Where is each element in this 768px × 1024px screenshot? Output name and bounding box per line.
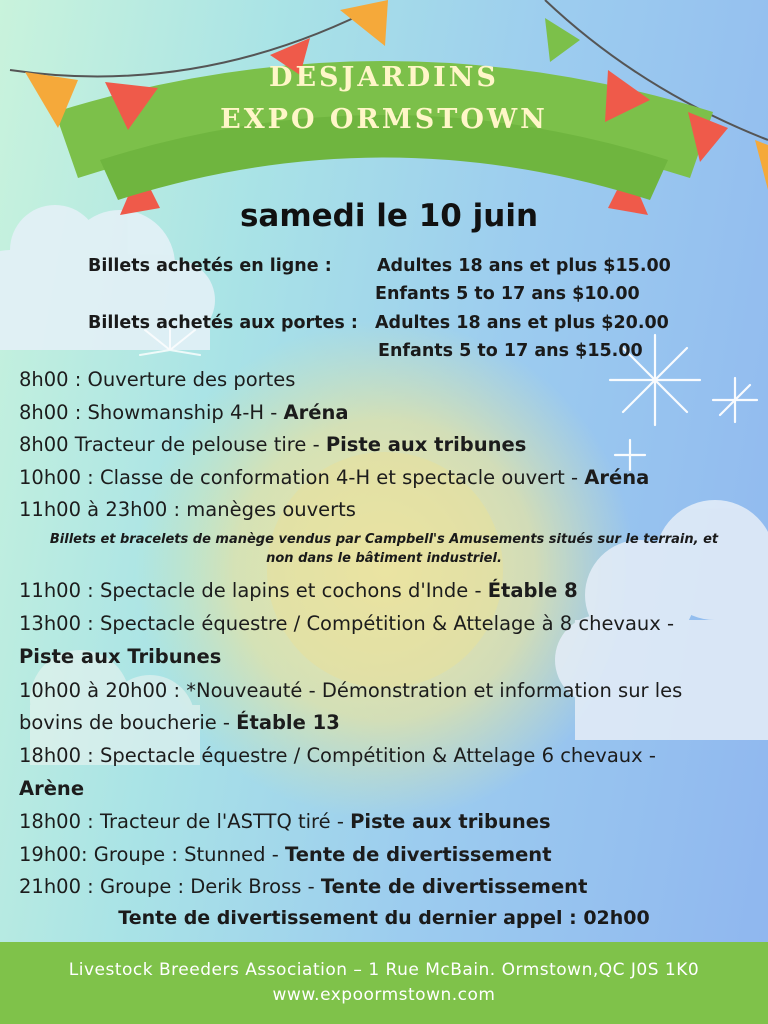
tickets-online-children: Enfants 5 to 17 ans $10.00 bbox=[375, 284, 640, 304]
schedule-item: 10h00 à 20h00 : *Nouveauté - Démonstration et information sur les bbox=[19, 679, 683, 702]
schedule-item: 19h00: Groupe : Stunned - Tente de divertissement bbox=[19, 843, 552, 866]
schedule-item: 10h00 : Classe de conformation 4-H et spectacle ouvert - Aréna bbox=[19, 466, 650, 489]
page-title: samedi le 10 juin bbox=[239, 198, 539, 234]
schedule-item: 11h00 à 23h00 : manèges ouverts bbox=[19, 498, 356, 521]
footer bbox=[0, 942, 768, 1024]
tickets-door-children: Enfants 5 to 17 ans $15.00 bbox=[378, 341, 643, 361]
schedule-item: 8h00 : Ouverture des portes bbox=[19, 368, 296, 391]
footer-address: Livestock Breeders Association – 1 Rue McBain. Ormstown,QC J0S 1K0 bbox=[68, 960, 700, 980]
rides-note-line1: Billets et bracelets de manège vendus par Campbell's Amusements situés sur le terrain, et bbox=[49, 532, 719, 547]
footer-website-link[interactable]: www.expoormstown.com bbox=[272, 985, 496, 1005]
rides-note-line2: non dans le bâtiment industriel. bbox=[266, 551, 502, 566]
schedule-item: bovins de boucherie - Étable 13 bbox=[19, 711, 340, 734]
schedule-item: Piste aux Tribunes bbox=[19, 645, 222, 668]
schedule-item: 13h00 : Spectacle équestre / Compétition & Attelage à 8 chevaux - bbox=[19, 612, 675, 635]
schedule-item: 18h00 : Tracteur de l'ASTTQ tiré - Piste aux tribunes bbox=[19, 810, 551, 833]
schedule-item: Arène bbox=[19, 777, 85, 800]
schedule-item: 21h00 : Groupe : Derik Bross - Tente de divertissement bbox=[19, 875, 588, 898]
tickets-door-adults: Adultes 18 ans et plus $20.00 bbox=[375, 313, 669, 333]
tickets-door-label: Billets achetés aux portes : bbox=[88, 313, 358, 333]
banner-line1: DESJARDINS bbox=[269, 62, 499, 93]
tickets-online-label: Billets achetés en ligne : bbox=[88, 256, 332, 276]
schedule-item: 8h00 Tracteur de pelouse tire - Piste aux tribunes bbox=[19, 433, 527, 456]
schedule-item: 18h00 : Spectacle équestre / Compétition & Attelage 6 chevaux - bbox=[19, 744, 656, 767]
last-call: Tente de divertissement du dernier appel : 02h00 bbox=[118, 907, 650, 929]
schedule-item: 11h00 : Spectacle de lapins et cochons d'Inde - Étable 8 bbox=[19, 579, 578, 602]
schedule-item: 8h00 : Showmanship 4-H - Aréna bbox=[19, 401, 349, 424]
banner-line2: EXPO ORMSTOWN bbox=[220, 104, 548, 135]
tickets-online-adults: Adultes 18 ans et plus $15.00 bbox=[377, 256, 671, 276]
